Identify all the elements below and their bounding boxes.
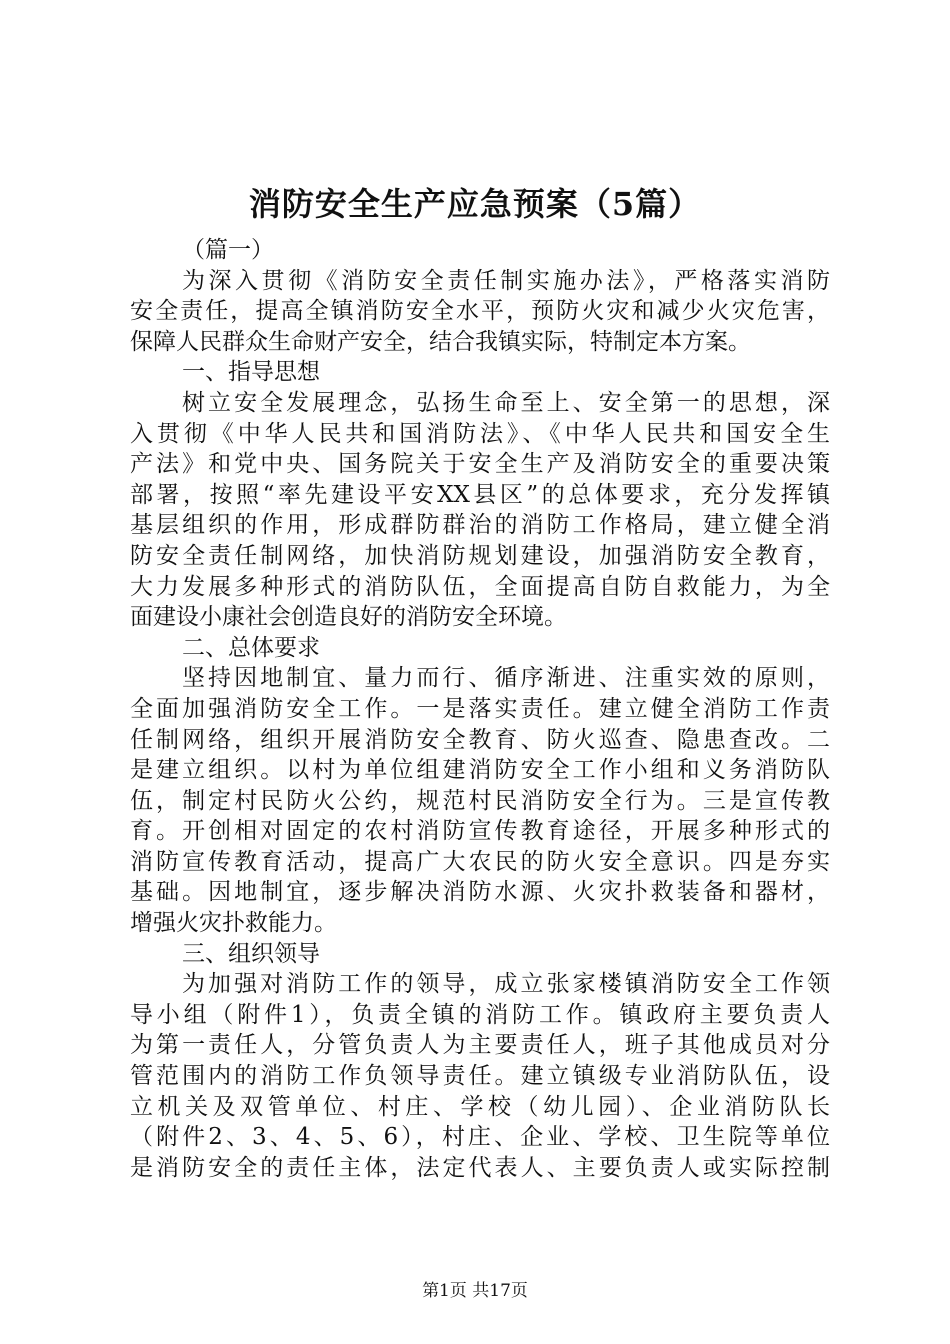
- page-footer: 第1页 共17页: [422, 1281, 528, 1301]
- paragraph-line: 保障人民群众生命财产安全，结合我镇实际，特制定本方案。: [130, 328, 751, 355]
- document-body: [130, 235, 830, 1183]
- paragraph-line: 伍，制定村民防火公约，规范村民消防安全行为。三是宣传教: [130, 787, 830, 814]
- paragraph-line: 是消防安全的责任主体，法定代表人、主要负责人或实际控制: [130, 1154, 830, 1181]
- section-heading: （篇一）: [182, 237, 274, 263]
- section-heading: 二、总体要求: [182, 634, 320, 661]
- paragraph-line: 消防宣传教育活动，提高广大农民的防火安全意识。四是夯实: [130, 848, 830, 875]
- paragraph-line: 导小组（附件1），负责全镇的消防工作。镇政府主要负责人: [130, 1001, 830, 1028]
- paragraph-line: 入贯彻《中华人民共和国消防法》、《中华人民共和国安全生: [130, 420, 830, 447]
- paragraph-line: 为加强对消防工作的领导，成立张家楼镇消防安全工作领: [182, 971, 830, 998]
- document-title: 消防安全生产应急预案（5篇）: [248, 185, 702, 223]
- paragraph-line: 产法》和党中央、国务院关于安全生产及消防安全的重要决策: [130, 451, 830, 478]
- paragraph-line: 大力发展多种形式的消防队伍，全面提高自防自救能力，为全: [130, 573, 830, 600]
- paragraph-line: 基础。因地制宜，逐步解决消防水源、火灾扑救装备和器材，: [130, 879, 830, 906]
- paragraph-line: 安全责任，提高全镇消防安全水平，预防火灾和减少火灾危害，: [130, 298, 830, 325]
- section-heading: 一、指导思想: [182, 359, 320, 386]
- paragraph-line: （附件2、3、4、5、6），村庄、企业、学校、卫生院等单位: [130, 1124, 830, 1151]
- paragraph-line: 育。开创相对固定的农村消防宣传教育途径，开展多种形式的: [130, 818, 830, 845]
- paragraph-line: 立机关及双管单位、村庄、学校（幼儿园）、企业消防队长: [130, 1093, 830, 1120]
- paragraph-line: 树立安全发展理念，弘扬生命至上、安全第一的思想，深: [182, 389, 830, 416]
- paragraph-line: 是建立组织。以村为单位组建消防安全工作小组和义务消防队: [130, 757, 830, 784]
- paragraph-line: 基层组织的作用，形成群防群治的消防工作格局，建立健全消: [130, 512, 830, 539]
- paragraph-line: 部署，按照“率先建设平安XX县区”的总体要求，充分发挥镇: [130, 481, 830, 508]
- paragraph-line: 管范围内的消防工作负领导责任。建立镇级专业消防队伍，设: [130, 1063, 830, 1090]
- section-heading: 三、组织领导: [182, 940, 320, 967]
- paragraph-line: 全面加强消防安全工作。一是落实责任。建立健全消防工作责: [130, 695, 830, 722]
- paragraph-line: 为第一责任人，分管负责人为主要责任人，班子其他成员对分: [130, 1032, 830, 1059]
- paragraph-line: 任制网络，组织开展消防安全教育、防火巡查、隐患查改。二: [130, 726, 830, 753]
- paragraph-line: 面建设小康社会创造良好的消防安全环境。: [130, 604, 567, 631]
- paragraph-line: 增强火灾扑救能力。: [130, 910, 337, 937]
- paragraph-line: 防安全责任制网络，加快消防规划建设，加强消防安全教育，: [130, 542, 830, 569]
- paragraph-line: 坚持因地制宜、量力而行、循序渐进、注重实效的原则，: [182, 665, 830, 692]
- paragraph-line: 为深入贯彻《消防安全责任制实施办法》，严格落实消防: [182, 267, 830, 294]
